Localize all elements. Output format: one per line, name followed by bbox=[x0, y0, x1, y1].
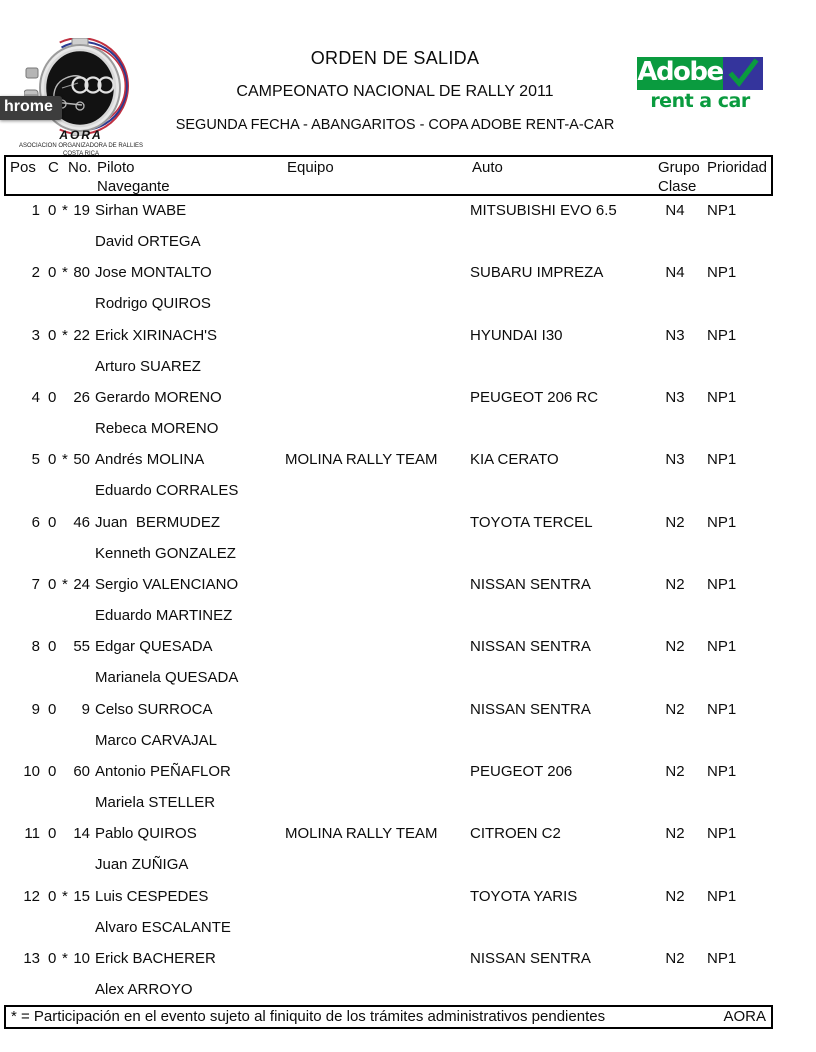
row-pilot-name: Gerardo MORENO bbox=[95, 389, 222, 407]
row-car-number: 46 bbox=[73, 513, 90, 531]
column-header-navigator: Navegante bbox=[97, 178, 170, 195]
row-pending-marker: * bbox=[62, 202, 68, 219]
row-car-number: 15 bbox=[73, 887, 90, 905]
row-position: 9 bbox=[31, 700, 40, 718]
column-header-group: Grupo bbox=[658, 159, 700, 176]
row-priority: NP1 bbox=[707, 576, 737, 594]
aora-watch-emblem-icon bbox=[24, 38, 132, 136]
row-c-flag: 0 bbox=[48, 326, 57, 344]
row-pilot-name: Andrés MOLINA bbox=[95, 451, 205, 469]
row-car-number: 22 bbox=[73, 326, 90, 344]
row-c-flag: 0 bbox=[48, 700, 57, 718]
row-c-flag: 0 bbox=[48, 763, 57, 781]
footnote-bar bbox=[4, 1005, 773, 1029]
table-row bbox=[0, 196, 816, 258]
row-navigator-name: Marco CARVAJAL bbox=[95, 731, 217, 749]
row-car-number: 80 bbox=[73, 264, 90, 282]
column-header-pos: Pos bbox=[10, 159, 36, 176]
row-c-flag: 0 bbox=[48, 950, 57, 968]
row-c-flag: 0 bbox=[48, 887, 57, 905]
row-group-class: N3 bbox=[665, 326, 685, 344]
row-priority: NP1 bbox=[707, 763, 737, 781]
row-team-name: MOLINA RALLY TEAM bbox=[285, 825, 438, 843]
table-row bbox=[0, 321, 816, 383]
row-c-flag: 0 bbox=[48, 389, 57, 407]
row-navigator-name: Rebeca MORENO bbox=[95, 420, 219, 438]
row-group-class: N3 bbox=[665, 389, 685, 407]
checkmark-icon bbox=[723, 57, 763, 90]
row-group-class: N2 bbox=[665, 576, 685, 594]
column-header-c: C bbox=[48, 159, 59, 176]
row-priority: NP1 bbox=[707, 700, 737, 718]
row-car-model: NISSAN SENTRA bbox=[470, 576, 591, 594]
row-c-flag: 0 bbox=[48, 513, 57, 531]
row-car-model: TOYOTA TERCEL bbox=[470, 513, 593, 531]
row-navigator-name: Alvaro ESCALANTE bbox=[95, 918, 231, 936]
row-group-class: N2 bbox=[665, 638, 685, 656]
table-row bbox=[0, 695, 816, 757]
row-c-flag: 0 bbox=[48, 202, 57, 219]
row-group-class: N2 bbox=[665, 950, 685, 968]
row-pilot-name: Pablo QUIROS bbox=[95, 825, 197, 843]
row-pending-marker: * bbox=[62, 950, 68, 968]
row-pilot-name: Edgar QUESADA bbox=[95, 638, 213, 656]
row-navigator-name: David ORTEGA bbox=[95, 233, 201, 250]
row-pending-marker: * bbox=[62, 264, 68, 282]
row-car-number: 26 bbox=[73, 389, 90, 407]
row-position: 13 bbox=[23, 950, 40, 968]
row-car-model: NISSAN SENTRA bbox=[470, 950, 591, 968]
row-car-model: KIA CERATO bbox=[470, 451, 559, 469]
championship-subtitle: CAMPEONATO NACIONAL DE RALLY 2011 bbox=[236, 83, 554, 100]
footnote-org: AORA bbox=[723, 1008, 766, 1025]
row-pending-marker: * bbox=[62, 451, 68, 469]
row-pilot-name: Luis CESPEDES bbox=[95, 887, 209, 905]
aora-acronym: AORA bbox=[59, 128, 103, 142]
table-row bbox=[0, 632, 816, 694]
row-car-number: 14 bbox=[73, 825, 90, 843]
row-position: 11 bbox=[24, 825, 40, 843]
aora-caption-line1: ASOCIACION ORGANIZADORA DE RALLIES bbox=[18, 143, 144, 149]
row-c-flag: 0 bbox=[48, 451, 57, 469]
row-c-flag: 0 bbox=[48, 638, 57, 656]
row-car-model: NISSAN SENTRA bbox=[470, 638, 591, 656]
row-group-class: N2 bbox=[665, 825, 685, 843]
adobe-rent-a-car-logo bbox=[637, 57, 763, 111]
row-navigator-name: Eduardo MARTINEZ bbox=[95, 607, 233, 625]
row-navigator-name: Rodrigo QUIROS bbox=[95, 295, 211, 313]
row-priority: NP1 bbox=[707, 513, 737, 531]
row-position: 2 bbox=[31, 264, 40, 282]
row-group-class: N4 bbox=[665, 202, 685, 219]
row-pilot-name: Juan BERMUDEZ bbox=[95, 513, 221, 531]
row-car-number: 24 bbox=[73, 576, 90, 594]
table-row bbox=[0, 944, 816, 1006]
table-row bbox=[0, 383, 816, 445]
row-pilot-name: Erick BACHERER bbox=[95, 950, 216, 968]
row-position: 1 bbox=[31, 202, 40, 219]
row-priority: NP1 bbox=[707, 202, 737, 219]
row-car-model: NISSAN SENTRA bbox=[470, 700, 591, 718]
row-priority: NP1 bbox=[707, 451, 737, 469]
row-navigator-name: Kenneth GONZALEZ bbox=[95, 544, 236, 562]
column-header-class: Clase bbox=[658, 178, 697, 195]
row-pending-marker: * bbox=[62, 326, 68, 344]
row-position: 8 bbox=[31, 638, 40, 656]
row-car-model: PEUGEOT 206 RC bbox=[470, 389, 599, 407]
row-car-model: PEUGEOT 206 bbox=[470, 763, 573, 781]
column-header-no: No. bbox=[68, 159, 92, 176]
document-titles bbox=[130, 0, 660, 150]
row-group-class: N2 bbox=[665, 700, 685, 718]
row-car-model: MITSUBISHI EVO 6.5 bbox=[470, 202, 617, 219]
row-position: 7 bbox=[31, 576, 40, 594]
row-car-number: 60 bbox=[73, 763, 90, 781]
row-navigator-name: Marianela QUESADA bbox=[95, 669, 239, 687]
row-pilot-name: Jose MONTALTO bbox=[95, 264, 212, 282]
table-body bbox=[0, 196, 816, 1006]
table-row bbox=[0, 445, 816, 507]
row-pending-marker: * bbox=[62, 576, 68, 594]
row-navigator-name: Alex ARROYO bbox=[95, 981, 193, 999]
row-priority: NP1 bbox=[707, 887, 737, 905]
adobe-logo-blue-box bbox=[723, 57, 763, 90]
row-pilot-name: Sergio VALENCIANO bbox=[95, 576, 239, 594]
row-position: 5 bbox=[31, 451, 40, 469]
row-pilot-name: Erick XIRINACH'S bbox=[95, 326, 218, 344]
table-row bbox=[0, 258, 816, 320]
row-navigator-name: Eduardo CORRALES bbox=[95, 482, 239, 500]
row-position: 12 bbox=[23, 887, 40, 905]
table-header bbox=[4, 155, 773, 196]
browser-overlay-label: hrome bbox=[0, 96, 62, 120]
row-group-class: N2 bbox=[665, 763, 685, 781]
row-navigator-name: Juan ZUÑIGA bbox=[95, 856, 189, 874]
row-group-class: N2 bbox=[665, 887, 685, 905]
footnote-text: * = Participación en el evento sujeto al finiquito de los trámites administrativos pendientes bbox=[11, 1008, 606, 1025]
row-pilot-name: Celso SURROCA bbox=[95, 700, 213, 718]
row-car-model: CITROEN C2 bbox=[470, 825, 561, 843]
row-position: 3 bbox=[31, 326, 40, 344]
row-c-flag: 0 bbox=[48, 264, 57, 282]
row-navigator-name: Arturo SUAREZ bbox=[95, 357, 201, 375]
column-header-pilot: Piloto bbox=[97, 159, 135, 176]
row-priority: NP1 bbox=[707, 950, 737, 968]
row-pilot-name: Antonio PEÑAFLOR bbox=[95, 763, 231, 781]
row-team-name: MOLINA RALLY TEAM bbox=[285, 451, 438, 469]
table-row bbox=[0, 570, 816, 632]
page-title: ORDEN DE SALIDA bbox=[310, 48, 480, 68]
row-car-model: HYUNDAI I30 bbox=[470, 326, 563, 344]
event-line: SEGUNDA FECHA - ABANGARITOS - COPA ADOBE RENT-A-CAR bbox=[175, 117, 615, 133]
row-car-number: 9 bbox=[81, 700, 90, 718]
row-priority: NP1 bbox=[707, 389, 737, 407]
column-header-priority: Prioridad bbox=[707, 159, 768, 176]
row-car-number: 19 bbox=[73, 202, 90, 219]
table-row bbox=[0, 508, 816, 570]
row-pilot-name: Sirhan WABE bbox=[95, 202, 187, 219]
row-car-number: 55 bbox=[73, 638, 90, 656]
row-position: 4 bbox=[31, 389, 40, 407]
adobe-logo-tagline: rent a car bbox=[650, 90, 750, 112]
row-priority: NP1 bbox=[707, 326, 737, 344]
table-row bbox=[0, 757, 816, 819]
row-group-class: N4 bbox=[665, 264, 685, 282]
row-position: 6 bbox=[31, 513, 40, 531]
row-c-flag: 0 bbox=[48, 576, 57, 594]
row-group-class: N2 bbox=[665, 513, 685, 531]
row-priority: NP1 bbox=[707, 825, 737, 843]
row-car-model: SUBARU IMPREZA bbox=[470, 264, 604, 282]
row-pending-marker: * bbox=[62, 887, 68, 905]
row-priority: NP1 bbox=[707, 264, 737, 282]
row-position: 10 bbox=[23, 763, 40, 781]
aora-caption-line2: COSTA RICA bbox=[63, 151, 99, 157]
row-c-flag: 0 bbox=[48, 825, 57, 843]
row-car-model: TOYOTA YARIS bbox=[470, 887, 578, 905]
column-header-team: Equipo bbox=[287, 159, 334, 176]
row-navigator-name: Mariela STELLER bbox=[95, 794, 216, 812]
row-group-class: N3 bbox=[665, 451, 685, 469]
adobe-logo-wordmark: Adobe bbox=[637, 57, 723, 87]
column-header-car: Auto bbox=[472, 159, 503, 176]
table-row bbox=[0, 882, 816, 944]
table-row bbox=[0, 819, 816, 881]
row-car-number: 50 bbox=[73, 451, 90, 469]
row-priority: NP1 bbox=[707, 638, 737, 656]
row-car-number: 10 bbox=[73, 950, 90, 968]
